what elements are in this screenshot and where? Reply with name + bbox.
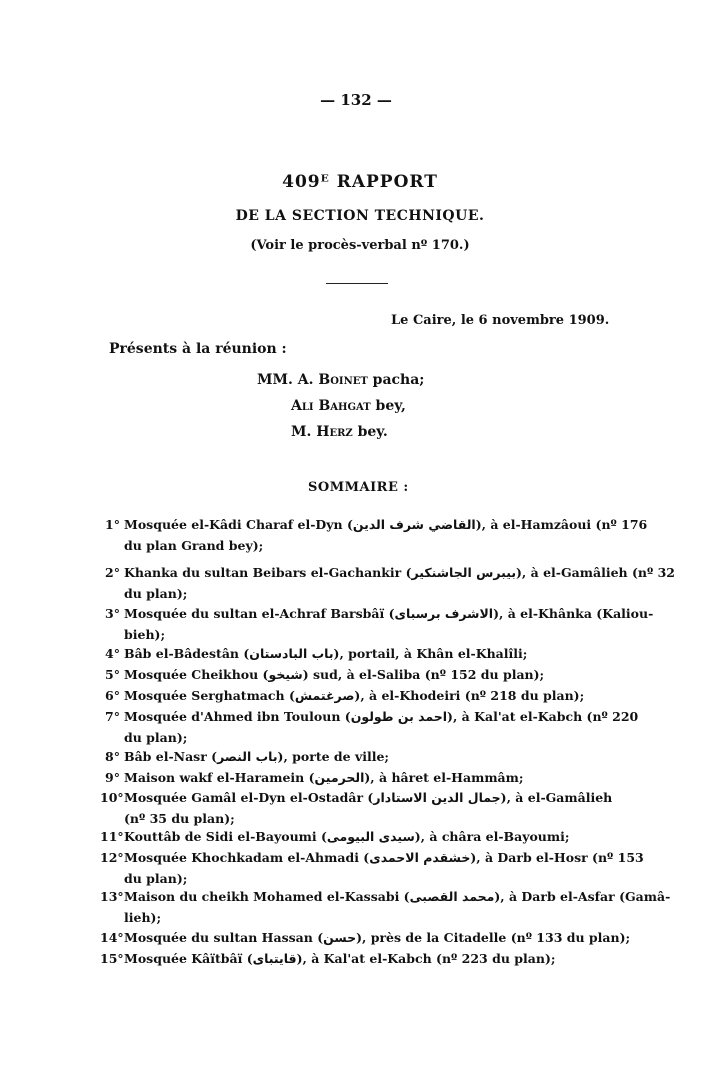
summary-item xyxy=(100,948,556,969)
item-continuation: du plan); xyxy=(124,586,188,601)
member-suffix: bey. xyxy=(352,424,388,440)
item-number: 7° xyxy=(105,709,120,724)
item-number: 10° xyxy=(100,790,124,805)
item-text: Mosquée Serghatmach ( xyxy=(124,688,295,703)
item-text: Maison wakf el-Haramein ( xyxy=(124,770,315,785)
item-number: 12° xyxy=(100,850,124,865)
item-text: ), à el-Gamâlieh (nº 32 xyxy=(516,565,675,580)
item-arabic-name: خشقدم الاحمدى xyxy=(369,850,471,865)
summary-item xyxy=(100,787,612,829)
summary-item xyxy=(100,664,544,685)
item-arabic-name: حسن xyxy=(323,930,357,945)
item-arabic-name: بيبرس الجاشنكير xyxy=(411,565,517,580)
item-text: ), à el-Hamzâoui (nº 176 xyxy=(475,517,648,532)
item-text: ), à châra el-Bayoumi; xyxy=(414,829,570,844)
member-suffix: pacha; xyxy=(367,372,425,388)
item-arabic-name: قايتباى xyxy=(252,951,297,966)
item-text: ), portail, à Khân el-Khalîli; xyxy=(333,646,528,661)
item-text: Mosquée Gamâl el-Dyn el-Ostadâr ( xyxy=(124,790,374,805)
item-arabic-name: شيخو xyxy=(268,667,303,682)
item-arabic-name: باب البادستان xyxy=(249,646,334,661)
member-name: Herz xyxy=(316,424,353,440)
item-text: ), à hâret el-Hammâm; xyxy=(364,770,524,785)
item-text: Mosquée Cheikhou ( xyxy=(124,667,269,682)
item-continuation: du plan); xyxy=(124,871,188,886)
item-number: 11° xyxy=(100,829,124,844)
item-text: ) sud, à el-Saliba (nº 152 du plan); xyxy=(302,667,545,682)
item-text: ), à el-Khânka (Kaliou- xyxy=(493,606,654,621)
item-arabic-name: الحرمين xyxy=(314,770,365,785)
item-number: 14° xyxy=(100,930,124,945)
item-text: Mosquée du sultan el-Achraf Barsbâï ( xyxy=(124,606,395,621)
item-text: Mosquée el-Kâdi Charaf el-Dyn ( xyxy=(124,517,353,532)
item-number: 2° xyxy=(105,565,120,580)
member-name: Ali Bahgat xyxy=(291,398,371,414)
item-text: ), à Darb el-Hosr (nº 153 xyxy=(470,850,644,865)
item-number: 13° xyxy=(100,889,124,904)
item-text: ), porte de ville; xyxy=(277,749,390,764)
member-line xyxy=(257,372,424,388)
item-continuation: (nº 35 du plan); xyxy=(124,811,235,826)
place-date: Le Caire, le 6 novembre 1909. xyxy=(391,313,610,328)
summary-item xyxy=(100,603,653,645)
member-suffix: bey, xyxy=(370,398,406,414)
summary-item xyxy=(100,685,584,706)
item-arabic-name: محمد القصبى xyxy=(409,889,495,904)
member-name: Boinet xyxy=(318,372,368,388)
item-continuation: du plan Grand bey); xyxy=(124,538,264,553)
item-arabic-name: القاضي شرف الدين xyxy=(352,517,476,532)
summary-heading: SOMMAIRE : xyxy=(308,480,409,495)
report-subtitle: DE LA SECTION TECHNIQUE. xyxy=(235,208,485,224)
summary-item xyxy=(100,746,389,767)
item-text: Mosquée Khochkadam el-Ahmadi ( xyxy=(124,850,370,865)
item-text: Bâb el-Nasr ( xyxy=(124,749,218,764)
summary-item xyxy=(100,847,644,889)
item-text: ), près de la Citadelle (nº 133 du plan); xyxy=(356,930,631,945)
item-text: Maison du cheikh Mohamed el-Kassabi ( xyxy=(124,889,410,904)
item-text: ), à el-Gamâlieh xyxy=(500,790,613,805)
item-text: Mosquée Kâïtbâï ( xyxy=(124,951,253,966)
item-text: ), à Darb el-Asfar (Gamâ- xyxy=(494,889,671,904)
summary-item xyxy=(100,562,675,604)
summary-item xyxy=(100,886,670,928)
item-text: Khanka du sultan Beibars el-Gachankir ( xyxy=(124,565,412,580)
member-line xyxy=(291,398,406,414)
member-prefix: MM. A. xyxy=(257,372,319,388)
item-arabic-name: صرغتمش xyxy=(294,688,355,703)
item-arabic-name: الاشرف برسباى xyxy=(394,606,494,621)
item-number: 8° xyxy=(105,749,120,764)
item-continuation: lieh); xyxy=(124,910,162,925)
item-number: 4° xyxy=(105,646,120,661)
member-line xyxy=(291,424,388,440)
item-text: Mosquée du sultan Hassan ( xyxy=(124,930,324,945)
item-text: ), à Kal'at el-Kabch (nº 220 xyxy=(447,709,639,724)
item-text: Kouttâb de Sidi el-Bayoumi ( xyxy=(124,829,327,844)
summary-item xyxy=(100,514,647,556)
item-text: Mosquée d'Ahmed ibn Touloun ( xyxy=(124,709,351,724)
item-continuation: bieh); xyxy=(124,627,166,642)
summary-item xyxy=(100,927,630,948)
summary-item xyxy=(100,643,527,664)
item-arabic-name: احمد بن طولون xyxy=(350,709,448,724)
item-number: 15° xyxy=(100,951,124,966)
member-prefix: M. xyxy=(291,424,317,440)
report-reference: (Voir le procès-verbal nº 170.) xyxy=(250,238,470,253)
item-text: ), à Kal'at el-Kabch (nº 223 du plan); xyxy=(296,951,556,966)
item-arabic-name: جمال الدين الاستادار xyxy=(373,790,501,805)
title-divider xyxy=(326,283,388,284)
item-arabic-name: سيدى البيومى xyxy=(326,829,415,844)
item-number: 9° xyxy=(105,770,120,785)
item-text: Bâb el-Bâdestân ( xyxy=(124,646,250,661)
item-number: 5° xyxy=(105,667,120,682)
item-number: 1° xyxy=(105,517,120,532)
item-arabic-name: باب النصر xyxy=(217,749,278,764)
page-number: — 132 — xyxy=(320,91,392,109)
summary-item xyxy=(100,826,570,847)
item-number: 6° xyxy=(105,688,120,703)
summary-item xyxy=(100,706,638,748)
item-text: ), à el-Khodeiri (nº 218 du plan); xyxy=(354,688,585,703)
attendance-heading: Présents à la réunion : xyxy=(109,341,287,357)
item-number: 3° xyxy=(105,606,120,621)
report-title: 409ᴱ RAPPORT xyxy=(282,172,438,192)
summary-item xyxy=(100,767,524,788)
item-continuation: du plan); xyxy=(124,730,188,745)
